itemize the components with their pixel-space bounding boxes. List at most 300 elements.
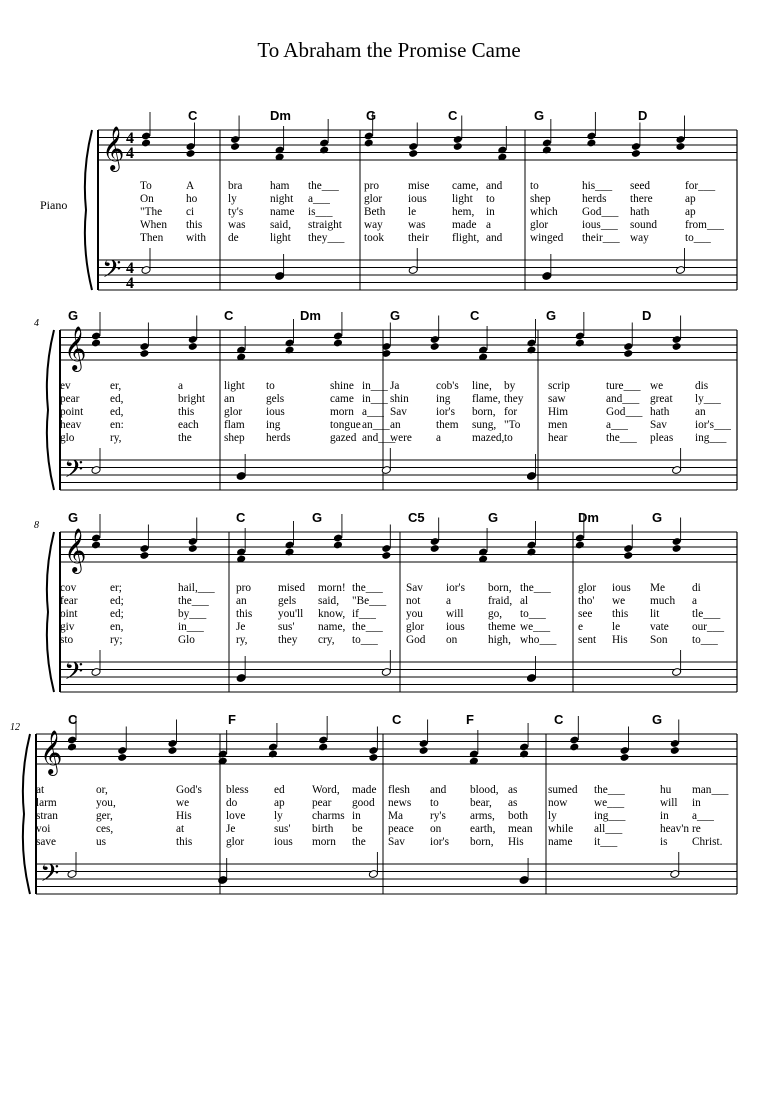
lyric-syllable: er; — [110, 582, 122, 594]
bass-clef-icon: 𝄢 — [64, 657, 84, 692]
lyric-syllable: the___ — [178, 595, 209, 607]
lyric-syllable: ry, — [110, 432, 122, 444]
lyric-syllable: stran — [36, 810, 58, 822]
lyric-syllable: this — [178, 406, 195, 418]
lyric-syllable: news — [388, 797, 412, 809]
lyric-syllable: "Be___ — [352, 595, 387, 607]
lyric-syllable: an — [224, 393, 235, 405]
lyric-syllable: be — [352, 823, 363, 835]
lyric-syllable: ry, — [236, 634, 248, 646]
lyric-syllable: as — [508, 784, 518, 796]
chord-symbol: C — [236, 510, 246, 525]
notehead — [318, 743, 328, 752]
lyric-syllable: le — [408, 206, 417, 218]
lyric-syllable: as — [508, 797, 518, 809]
lyric-syllable: Son — [650, 634, 668, 646]
lyric-syllable: hear — [548, 432, 568, 444]
lyric-syllable: this — [176, 836, 193, 848]
lyric-syllable: straight — [308, 219, 342, 231]
lyric-syllable: do — [226, 797, 238, 809]
lyric-syllable: ly — [548, 810, 557, 822]
lyric-syllable: tho' — [578, 595, 595, 607]
lyric-syllable: sung, — [472, 419, 497, 431]
chord-symbol: C — [470, 308, 480, 323]
chord-symbol: G — [390, 308, 401, 323]
lyric-syllable: his___ — [582, 180, 613, 192]
lyric-syllable: the___ — [308, 180, 339, 192]
lyric-syllable: ly — [274, 810, 283, 822]
lyric-syllable: them — [436, 419, 459, 431]
lyric-syllable: flesh — [388, 784, 410, 796]
lyric-syllable: sent — [578, 634, 597, 646]
lyric-syllable: ed, — [110, 393, 124, 405]
notehead — [619, 746, 629, 755]
chord-symbol: G — [534, 108, 545, 123]
lyric-syllable: this — [236, 608, 253, 620]
lyric-syllable: high, — [488, 634, 511, 646]
lyric-syllable: to___ — [685, 232, 711, 244]
chord-symbol: C — [554, 712, 564, 727]
lyric-syllable: it___ — [594, 836, 618, 848]
lyric-syllable: for___ — [685, 180, 716, 192]
notehead — [218, 750, 228, 759]
lyric-syllable: on — [430, 823, 442, 835]
lyric-syllable: saw — [548, 393, 566, 405]
lyric-syllable: ing___ — [695, 432, 727, 444]
lyric-syllable: ci — [186, 206, 195, 218]
lyric-syllable: the___ — [520, 582, 551, 594]
lyric-syllable: shin — [390, 393, 409, 405]
lyric-syllable: a — [486, 219, 492, 231]
lyric-syllable: a — [446, 595, 452, 607]
lyric-syllable: flam — [224, 419, 245, 431]
lyric-syllable: is — [660, 836, 668, 848]
lyric-syllable: arms, — [470, 810, 495, 822]
lyric-syllable: herds — [266, 432, 291, 444]
lyric-syllable: Je — [236, 621, 246, 633]
lyric-syllable: Sav — [390, 406, 407, 418]
lyric-syllable: re — [692, 823, 701, 835]
chord-symbol: D — [638, 108, 648, 123]
lyric-syllable: Word, — [312, 784, 340, 796]
lyric-syllable: this — [186, 219, 203, 231]
lyric-syllable: in___ — [178, 621, 204, 633]
lyric-syllable: ior's — [430, 836, 449, 848]
lyric-syllable: ing — [436, 393, 451, 405]
lyric-syllable: sumed — [548, 784, 578, 796]
lyric-syllable: an___ — [362, 419, 390, 431]
lyric-syllable: ture___ — [606, 380, 641, 392]
lyric-syllable: glor — [224, 406, 243, 418]
lyric-syllable: glor — [578, 582, 597, 594]
lyric-syllable: light — [224, 380, 245, 392]
notehead — [67, 870, 77, 879]
lyric-syllable: made — [452, 219, 477, 231]
lyric-syllable: took — [364, 232, 385, 244]
lyric-syllable: bright — [178, 393, 205, 405]
notehead — [268, 750, 278, 759]
lyric-syllable: an — [390, 419, 401, 431]
lyric-syllable: a___ — [308, 193, 330, 205]
lyric-syllable: bear, — [470, 797, 492, 809]
lyric-syllable: this — [612, 608, 629, 620]
lyric-syllable: gazed — [330, 432, 357, 444]
lyric-syllable: bless — [226, 784, 249, 796]
lyric-syllable: gels — [278, 595, 297, 607]
notehead — [67, 736, 77, 745]
lyric-syllable: di — [692, 582, 701, 594]
lyric-syllable: said, — [270, 219, 292, 231]
lyric-syllable: way — [364, 219, 383, 231]
lyric-syllable: both — [508, 810, 529, 822]
lyric-syllable: Beth — [364, 206, 386, 218]
lyric-syllable: His — [176, 810, 192, 822]
notehead — [368, 753, 378, 762]
lyric-syllable: glor — [364, 193, 383, 205]
lyric-syllable: which — [530, 206, 558, 218]
lyric-syllable: on — [446, 634, 458, 646]
lyric-syllable: On — [140, 193, 154, 205]
lyric-syllable: ham — [270, 180, 290, 192]
lyric-syllable: mise — [408, 180, 430, 192]
treble-clef-icon: 𝄞 — [64, 528, 87, 572]
chord-symbol: G — [488, 510, 499, 525]
lyric-syllable: al — [520, 595, 529, 607]
lyric-syllable: voi — [36, 823, 51, 835]
time-signature: 4 — [126, 130, 134, 147]
lyric-syllable: at — [36, 784, 45, 796]
lyric-syllable: "The — [140, 206, 163, 218]
chord-symbol: G — [68, 308, 79, 323]
lyric-syllable: ty's — [228, 206, 244, 218]
lyric-syllable: sto — [60, 634, 74, 646]
lyric-syllable: the___ — [606, 432, 637, 444]
lyric-syllable: hem, — [452, 206, 475, 218]
lyric-syllable: glor — [226, 836, 245, 848]
lyric-syllable: shine — [330, 380, 354, 392]
lyric-syllable: light — [270, 232, 291, 244]
lyric-syllable: the — [178, 432, 192, 444]
lyric-syllable: "To — [504, 419, 521, 431]
notehead — [670, 739, 680, 748]
lyric-syllable: with — [186, 232, 207, 244]
lyric-syllable: go, — [488, 608, 503, 620]
lyric-syllable: in — [660, 810, 669, 822]
lyric-syllable: our___ — [692, 621, 725, 633]
notehead — [268, 743, 278, 752]
lyric-syllable: God's — [176, 784, 202, 796]
lyric-syllable: love — [226, 810, 246, 822]
lyric-syllable: good — [352, 797, 375, 809]
notehead — [519, 750, 529, 759]
lyric-syllable: tongue — [330, 419, 361, 431]
lyric-syllable: ho — [186, 193, 198, 205]
lyric-syllable: at — [176, 823, 185, 835]
lyric-syllable: the___ — [594, 784, 625, 796]
lyric-syllable: gels — [266, 393, 285, 405]
lyric-syllable: pear — [312, 797, 332, 809]
lyric-syllable: ing___ — [594, 810, 626, 822]
lyric-syllable: ev — [60, 380, 71, 392]
lyric-syllable: vate — [650, 621, 669, 633]
lyric-syllable: was — [408, 219, 426, 231]
lyric-syllable: their — [408, 232, 429, 244]
lyric-syllable: they — [504, 393, 524, 405]
lyric-syllable: fear — [60, 595, 78, 607]
lyric-syllable: sus' — [278, 621, 295, 633]
lyric-syllable: larm — [36, 797, 57, 809]
lyric-syllable: to___ — [692, 634, 718, 646]
lyric-syllable: was — [228, 219, 246, 231]
lyric-syllable: mised — [278, 582, 305, 594]
lyric-syllable: born, — [472, 406, 496, 418]
lyric-syllable: glo — [60, 432, 75, 444]
lyric-syllable: point — [60, 406, 84, 418]
lyric-syllable: much — [650, 595, 676, 607]
lyric-syllable: save — [36, 836, 57, 848]
lyric-syllable: en: — [110, 419, 124, 431]
lyric-syllable: to — [430, 797, 439, 809]
lyric-syllable: line, — [472, 380, 492, 392]
lyric-syllable: giv — [60, 621, 75, 633]
lyric-syllable: hath — [630, 206, 650, 218]
chord-symbol: F — [228, 712, 236, 727]
lyric-syllable: A — [186, 180, 195, 192]
lyric-syllable: came — [330, 393, 354, 405]
chord-symbol: D — [642, 308, 652, 323]
lyric-syllable: will — [660, 797, 678, 809]
notehead — [569, 743, 579, 752]
lyric-syllable: ious___ — [582, 219, 618, 231]
chord-symbol: C — [188, 108, 198, 123]
instrument-label: Piano — [40, 198, 68, 212]
lyric-syllable: and — [486, 232, 503, 244]
lyric-syllable: morn! — [318, 582, 346, 594]
lyric-syllable: ious — [266, 406, 285, 418]
lyric-syllable: we___ — [594, 797, 625, 809]
lyric-syllable: pro — [236, 582, 252, 594]
lyric-syllable: When — [140, 219, 167, 231]
lyric-syllable: Glo — [178, 634, 195, 646]
lyric-syllable: peace — [388, 823, 414, 835]
lyric-syllable: God___ — [606, 406, 643, 418]
time-signature: 4 — [126, 145, 134, 162]
measure-number: 12 — [10, 722, 20, 733]
lyric-syllable: from___ — [685, 219, 724, 231]
lyric-syllable: mazed, — [472, 432, 505, 444]
lyric-syllable: morn — [330, 406, 354, 418]
lyric-syllable: pleas — [650, 432, 674, 444]
lyric-syllable: ger, — [96, 810, 113, 822]
lyric-syllable: way — [630, 232, 649, 244]
lyric-syllable: winged — [530, 232, 564, 244]
lyric-syllable: know, — [318, 608, 346, 620]
lyric-syllable: fraid, — [488, 595, 513, 607]
lyric-syllable: charms — [312, 810, 345, 822]
lyric-syllable: e — [578, 621, 584, 633]
lyric-syllable: in — [486, 206, 495, 218]
lyric-syllable: ior's — [446, 582, 465, 594]
lyric-syllable: to___ — [520, 608, 546, 620]
lyric-syllable: oint — [60, 608, 78, 620]
lyric-syllable: name — [548, 836, 573, 848]
lyric-syllable: hail,___ — [178, 582, 215, 594]
lyric-syllable: a___ — [692, 810, 714, 822]
lyric-syllable: men — [548, 419, 568, 431]
lyric-syllable: dis — [695, 380, 709, 392]
lyric-syllable: a — [692, 595, 698, 607]
lyric-syllable: glor — [406, 621, 425, 633]
lyric-syllable: a___ — [362, 406, 384, 418]
lyric-syllable: by___ — [178, 608, 207, 620]
lyric-syllable: by — [504, 380, 516, 392]
lyric-syllable: Christ. — [692, 836, 723, 848]
lyric-syllable: a — [178, 380, 184, 392]
lyric-syllable: ed — [274, 784, 285, 796]
lyric-syllable: the — [352, 836, 366, 848]
lyric-syllable: if___ — [352, 608, 376, 620]
lyric-syllable: ap — [685, 193, 696, 205]
lyric-syllable: ious — [612, 582, 631, 594]
lyric-syllable: theme — [488, 621, 516, 633]
lyric-syllable: ior's — [436, 406, 455, 418]
lyric-syllable: an — [695, 406, 706, 418]
chord-symbol: G — [366, 108, 377, 123]
chord-symbol: Dm — [300, 308, 321, 323]
lyric-syllable: a — [436, 432, 442, 444]
lyric-syllable: all___ — [594, 823, 623, 835]
lyric-syllable: you'll — [278, 608, 304, 620]
lyric-syllable: le — [612, 621, 621, 633]
lyric-syllable: ed; — [110, 608, 124, 620]
notehead — [117, 753, 127, 762]
notehead — [167, 739, 177, 748]
notehead — [670, 746, 680, 755]
lyric-syllable: ious — [408, 193, 427, 205]
lyric-syllable: us — [96, 836, 107, 848]
lyric-syllable: born, — [488, 582, 512, 594]
lyric-syllable: His — [612, 634, 628, 646]
lyric-syllable: cob's — [436, 380, 459, 392]
lyric-syllable: were — [390, 432, 412, 444]
lyric-syllable: not — [406, 595, 421, 607]
lyric-syllable: Then — [140, 232, 164, 244]
notehead — [419, 746, 429, 755]
lyric-syllable: the___ — [352, 582, 383, 594]
lyric-syllable: Him — [548, 406, 569, 418]
lyric-syllable: name — [270, 206, 295, 218]
chord-symbol: C — [224, 308, 234, 323]
lyric-syllable: ry; — [110, 634, 123, 646]
lyric-syllable: God — [406, 634, 426, 646]
measure-number: 8 — [34, 520, 39, 531]
lyric-syllable: is___ — [308, 206, 333, 218]
lyric-syllable: en, — [110, 621, 124, 633]
lyric-syllable: pro — [364, 180, 380, 192]
lyric-syllable: ap — [685, 206, 696, 218]
notehead — [117, 746, 127, 755]
treble-clef-icon: 𝄞 — [64, 326, 87, 370]
notehead — [469, 750, 479, 759]
notehead — [368, 870, 378, 879]
lyric-syllable: great — [650, 393, 673, 405]
lyric-syllable: to — [486, 193, 495, 205]
time-signature: 4 — [126, 260, 134, 277]
lyric-syllable: a___ — [606, 419, 628, 431]
lyric-syllable: To — [140, 180, 152, 192]
lyric-syllable: pear — [60, 393, 80, 405]
lyric-syllable: Ma — [388, 810, 404, 822]
notehead — [670, 870, 680, 879]
lyric-syllable: born, — [470, 836, 494, 848]
lyric-syllable: heav'n — [660, 823, 690, 835]
lyric-syllable: hath — [650, 406, 670, 418]
chord-symbol: C — [392, 712, 402, 727]
chord-symbol: G — [68, 510, 79, 525]
chord-symbol: G — [312, 510, 323, 525]
lyric-syllable: ing — [266, 419, 281, 431]
measure-number: 4 — [34, 318, 39, 329]
lyric-syllable: to — [504, 432, 513, 444]
lyric-syllable: shep — [530, 193, 551, 205]
lyric-syllable: flame, — [472, 393, 501, 405]
lyric-syllable: Me — [650, 582, 666, 594]
lyric-syllable: in — [352, 810, 361, 822]
bass-clef-icon: 𝄢 — [64, 455, 84, 490]
treble-clef-icon: 𝄞 — [40, 730, 63, 774]
lyric-syllable: to — [530, 180, 539, 192]
lyric-syllable: Sav — [650, 419, 667, 431]
lyric-syllable: we — [176, 797, 190, 809]
lyric-syllable: ious — [274, 836, 293, 848]
lyric-syllable: mean — [508, 823, 533, 835]
lyric-syllable: they___ — [308, 232, 345, 244]
lyric-syllable: and — [486, 180, 503, 192]
lyric-syllable: and — [430, 784, 447, 796]
lyric-syllable: in___ — [362, 380, 388, 392]
chord-symbol: F — [466, 712, 474, 727]
lyric-syllable: the___ — [352, 621, 383, 633]
lyric-syllable: cov — [60, 582, 77, 594]
lyric-syllable: God___ — [582, 206, 619, 218]
lyric-syllable: now — [548, 797, 568, 809]
lyric-syllable: you, — [96, 797, 116, 809]
lyric-syllable: lit — [650, 608, 660, 620]
notehead — [519, 876, 529, 885]
lyric-syllable: while — [548, 823, 574, 835]
lyric-syllable: Sav — [406, 582, 423, 594]
lyric-syllable: who___ — [520, 634, 557, 646]
lyric-syllable: er, — [110, 380, 122, 392]
chord-symbol: G — [652, 712, 663, 727]
lyric-syllable: in — [692, 797, 701, 809]
lyric-syllable: to___ — [352, 634, 378, 646]
notehead — [619, 753, 629, 762]
lyric-syllable: man___ — [692, 784, 729, 796]
bass-clef-icon: 𝄢 — [40, 859, 60, 894]
lyric-syllable: Ja — [390, 380, 400, 392]
lyric-syllable: we___ — [520, 621, 551, 633]
lyric-syllable: Je — [226, 823, 236, 835]
lyric-syllable: they — [278, 634, 298, 646]
lyric-syllable: cry, — [318, 634, 335, 646]
notehead — [569, 736, 579, 745]
chord-symbol: C5 — [408, 510, 425, 525]
lyric-syllable: an — [236, 595, 247, 607]
lyric-syllable: sound — [630, 219, 657, 231]
lyric-syllable: and___ — [362, 432, 396, 444]
notehead — [419, 739, 429, 748]
